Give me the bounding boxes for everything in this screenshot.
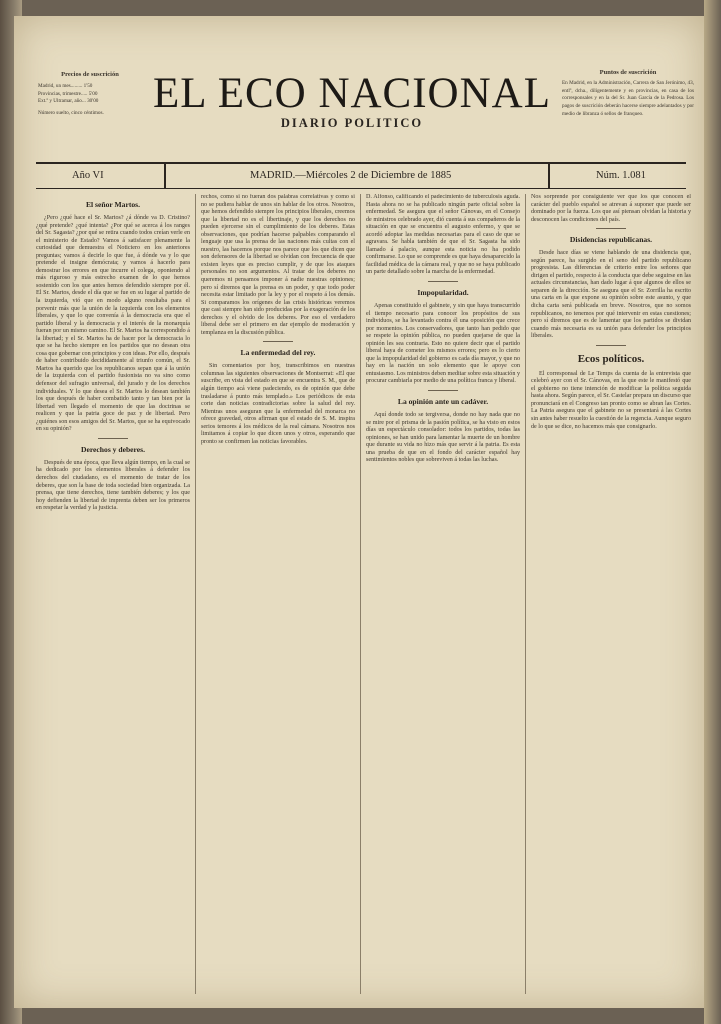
- column-separator: [525, 194, 526, 994]
- article-title: Derechos y deberes.: [80, 444, 146, 454]
- dateline-bar: [36, 162, 686, 189]
- article-body: rechos, como si no fueran dos palabras correlativas y como si no se pudiera hablar de unos sin hablar de los otros. Nosotros, que hemos defendido siempre los principios liberales, creemos que la libertad no es el libertinaje, y que los derechos no pueden ejercerse sin el cumplimiento de los deberes. Estas observaciones, que podrían hacerse palpables comparando el lenguaje que usa la prensa de las naciones más cultas con el nuestro, las hacemos porque nos parece que los que dicen que son defensores de la libertad se olvidan con frecuencia de que existen leyes que es preciso cumplir, y de que los ataques personales no son argumentos. Al tratar de los deberes no queremos ni pensamos imponer á nadie nuestras opiniones; pero sí diremos que la prensa es un poder, y que todo poder necesita estar limitado por la ley y por el respeto á los demás. Si comparamos los orígenes de las crisis históricas veremos que casi siempre han sido producidas por la exageración de los derechos y el olvido de los deberes. Por eso el verdadero liberal debe ser el primero en dar ejemplo de moderación y templanza en la discusión pública.: [201, 194, 355, 336]
- column-2: [201, 194, 355, 994]
- article-body: Sin comentarios por hoy, transcribimos en nuestras columnas las siguientes observaciones de Montserrat: «El que suscribe, en vista del estado en que se encuentra S. M., que de algún tiempo acá viene padeciendo, es de opinión que debe trasladarse á punto más templado.» Los periódicos de esta corte dan noticias contradictorias sobre la salud del rey. Mientras unos aseguran que la enfermedad del monarca no ofrece gravedad, otros afirman que el estado de S. M. inspira serios temores á los médicos de la real cámara. Nosotros nos limitamos á copiar lo que dicen unos y otros, esperando que pronto se confirmen las noticias favorables.: [201, 363, 355, 445]
- article-body: Aquí donde todo se tergiversa, donde no hay nada que no se mire por el prisma de la pasión política, se ha visto en estos días un espectáculo consolador: todos los partidos, todas las opiniones, se han unido para lamentar la muerte de un hombre que durante su vida no hizo más que servir á la patria. Es esta una prueba de que en el fondo del carácter español hay sentimientos nobles que sobreviven á todas las luchas.: [366, 412, 520, 464]
- column-3: [366, 194, 520, 994]
- newspaper-subtitle: DIARIO POLITICO: [280, 116, 424, 130]
- issue-number: Núm. 1.081: [596, 170, 646, 181]
- article-divider: [263, 341, 293, 342]
- article-body: Desde hace días se viene hablando de una disidencia que, según parece, ha surgido en el seno del partido republicano progresista. Las diferencias de criterio entre los señores que dirigen el partido, respecto á la conducta que debe seguirse en las actuales circunstancias, han dado lugar á que algunos de ellos se separen de la dirección. Se asegura que el Sr. Zorrilla ha escrito una carta en la que expone su opinión sobre este asunto, y que dicha carta será publicada en breve. Nosotros, que no somos republicanos, no tenemos por qué intervenir en estas cuestiones; pero sí diremos que es de lamentar que los partidos se dividan cuando más necesaria es su unión para defender los principios liberales.: [531, 250, 691, 340]
- newspaper-title: EL ECO NACIONAL: [153, 70, 551, 117]
- article-title: El señor Martos.: [85, 200, 141, 209]
- article-title: La enfermedad del rey.: [240, 348, 316, 358]
- article-body: ¿Pero ¿qué hace el Sr. Martos? ¿á dónde va D. Cristino? ¿qué pretende? ¿qué intenta? ¿Por qué se acerca á los ranges del Sr. Sagasta? ¿por qué se retira cuando todos creían verle en el ministerio de Estado? Vamos á satisfacer plenamente la curiosidad que demuestra el Noticiero en los anteriores preguntas; vamos á decirle lo que fue, á dónde va y lo que pretende el insigne demócrata; y vamos á hacerlo para demostrar los errores en que incurre el colega, oponiendo al más riguroso y más estrecho examen de lo que hemos sostenido con los que antes hemos defendido siempre por él. El Sr. Martos, desde el día que se fue en su lugar al partido de la izquierda, vió que en modo alguno resultaba para el porvenir más que la unión de la izquierda con los elementos liberales, y que lo que convenía á la democracia era que el partido liberal y la democracia y el interés de la monarquía fueran por un mismo camino. El Sr. Martos ha correspondido á la libertad; y el Sr. Martos ha de hacer por la democracia lo que se ha hecho siempre en los partidos que no desean otra cosa que gobernar con principios y con ideas. Por ello, después de haber contribuido decididamente al triunfo común, el Sr. Martos ha querido que los republicanos sepan que á la unión de la izquierda con el partido fusionista no va sino como defensor del sufragio universal, del jurado y de los derechos individuales. Y lo que desea el Sr. Martos lo desean también los que después de haber combatido tanto y tan bien por la libertad ven llegado el momento de que las doctrinas se realicen y que la patria goce de paz y de libertad. Pero ¿quiénes son esos amigos del Sr. Martos, que se ha equivocado en su opinión?: [36, 215, 190, 433]
- article-divider: [428, 281, 458, 282]
- newspaper-page: [14, 16, 704, 1008]
- article-divider: [596, 228, 626, 229]
- dateline-divider: [548, 164, 550, 188]
- subscription-prices-box: [38, 70, 142, 118]
- article-body: Después de una época, que lleva algún tiempo, en la cual se ha dedicado por los elementos liberales á defender los derechos del ciudadano, es el momento de tratar de los deberes, que son la base de toda sociedad bien organizada. La prensa, que tiene derechos, tiene también deberes; y los que hoy defienden la libertad de imprenta deben ser los primeros en respetar la verdad y la justicia.: [36, 459, 190, 512]
- subscription-points-box: [562, 68, 694, 118]
- article-title: La opinión ante un cadáver.: [397, 397, 489, 407]
- column-4: [531, 194, 691, 994]
- article-divider: [428, 390, 458, 391]
- article-title: Impopularidad.: [417, 288, 469, 298]
- article-body: El corresponsal de Le Temps da cuenta de la entrevista que celebró ayer con el Sr. Cánovas, en la que este le manifestó que el gobierno no tiene intención de modificar la política seguida hasta ahora. Según parece, el Sr. Castelar prepara un discurso que pronunciará en el Congreso tan pronto como se abran las Cortes. La Patria asegura que el gabinete no se presentará á las Cortes sin antes haber resuelto la cuestión de la regencia. Aunque seguro de lo que se dice, no hacemos más que consignarlo.: [531, 370, 691, 430]
- column-separator: [195, 194, 196, 994]
- price-line: Número suelto, cinco céntimos.: [38, 110, 104, 117]
- price-line: Provincias, trimestre..... 5'00: [38, 90, 98, 97]
- column-1: [36, 194, 190, 994]
- article-body: D. Alfonso, calificando el padecimiento de tuberculosis aguda. Hasta ahora no se ha publicado ningún parte oficial sobre la enfermedad. Se asegura que el señor Cánovas, en el Consejo de ministros celebrado ayer, dió cuenta á sus compañeros de la situación en que se encuentra el augusto enfermo, y que se acordó adoptar las medidas necesarias para el caso de que se agravara. Se habla también de que el Sr. Sagasta ha sido llamado á palacio, aunque esta noticia no ha podido confirmarse. Lo que se comprende es que haya desaparecido la facilidad médica de la cámara real, y que no se haya publicado un parte detallado sobre la marcha de la enfermedad.: [366, 194, 520, 276]
- prices-heading: Precios de suscrición: [61, 71, 119, 78]
- article-body: Apenas constituido el gabinete, y sin que haya transcurrido el tiempo necesario para conocer los propósitos de sus individuos, se ha levantado contra él una oposición que crece por momentos. Los conservadores, que tanto han pedido que se respete la opinión pública, no pueden quejarse de que la opinión les sea contraria. Esto no quiere decir que el partido liberal haya de cometer los mismos errores; pero es lo cierto que la impopularidad del gobierno es cada día mayor, y que no hay en la nación un solo elemento que le apoye con entusiasmo. Los ministros deben meditar sobre esta situación y procurar cambiarla por medio de una política franca y liberal.: [366, 303, 520, 385]
- page-edge: [704, 0, 721, 1024]
- article-title: Disidencias republicanas.: [569, 235, 653, 245]
- points-heading: Puntos de suscrición: [599, 69, 657, 76]
- price-line: Ext.º y Ultramar, año... 30'00: [38, 98, 99, 105]
- article-divider: [98, 438, 128, 439]
- place-date: MADRID.—Miércoles 2 de Diciembre de 1885: [250, 170, 452, 181]
- dateline-divider: [164, 164, 166, 188]
- article-body: Nos sorprende por consiguiente ver que los que conocen el carácter del pueblo español se atrevan á suponer que puede ser dominado por la fuerza. Los que así piensan olvidan la historia y desconocen las condiciones del país.: [531, 194, 691, 223]
- points-text: En Madrid, en la Administración, Carrera de San Jerónimo, 43, entlº, dcha., diligentemente y en provincias, en casa de los corresponsales y en la del Sr. Juan García de la Pedrosa. Los pagos de suscrición deberán hacerse siempre adelantados y por medio de libranza ó sellos de franqueo.: [562, 80, 694, 117]
- price-line: Madrid, un mes......... 1'50: [38, 82, 93, 89]
- article-divider: [596, 345, 626, 346]
- article-title: Ecos políticos.: [577, 352, 645, 365]
- column-separator: [360, 194, 361, 994]
- volume-year: Año VI: [72, 170, 104, 181]
